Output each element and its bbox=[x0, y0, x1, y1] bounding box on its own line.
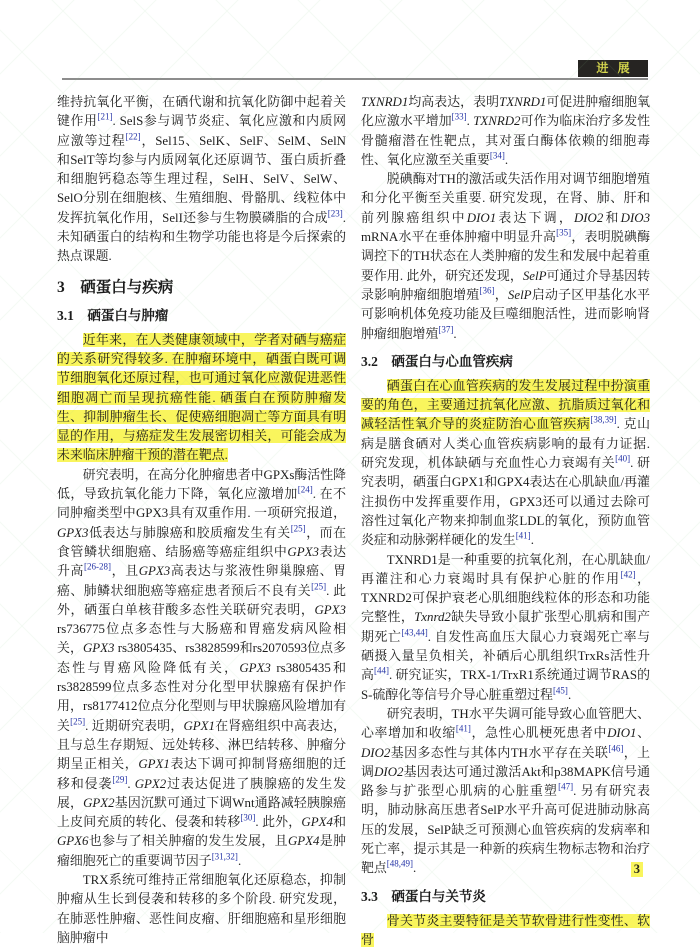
body-paragraph bbox=[57, 331, 346, 466]
text-run: 可通过介导基因转录影响肿瘤细胞增殖 bbox=[361, 268, 651, 302]
text-run: 3.1 硒蛋白与肿瘤 bbox=[57, 307, 169, 323]
citation-link[interactable]: [48,49] bbox=[386, 858, 414, 869]
text-run: 表达升高 bbox=[57, 544, 347, 579]
body-paragraph bbox=[361, 93, 650, 170]
subsection-heading bbox=[361, 888, 650, 906]
text-run: ，TXNRD2可保护衰老心肌细胞线粒体的形态和功能完整性， bbox=[361, 571, 650, 625]
gene-name: DIO1 bbox=[607, 726, 637, 741]
body-paragraph bbox=[361, 170, 650, 344]
text-run: 3.2 硒蛋白与心血管疾病 bbox=[361, 353, 513, 369]
text-run: . 研究证实，TRX-1/TrxR1系统通过调节RAS的S-硫醇化等信号介导心脏重塑过程 bbox=[361, 668, 650, 702]
subsection-heading bbox=[361, 353, 650, 371]
text-run: . 另有研究表明，肺动脉高压患者SelP水平升高可促进肺动脉高压的发展，SelP缺乏可预测心血管疾病的发病率和死亡率，提示其是一种新的疾病生物标志物和治疗靶点 bbox=[361, 784, 650, 876]
text-run: . bbox=[413, 861, 417, 876]
citation-link[interactable]: [35] bbox=[556, 227, 572, 238]
column-left bbox=[57, 93, 346, 950]
citation-link[interactable]: [31,32] bbox=[211, 851, 238, 862]
gene-name: GPX3 bbox=[57, 525, 89, 540]
citation-link[interactable]: [21] bbox=[97, 112, 113, 122]
gene-name: Txnrd2 bbox=[414, 610, 451, 625]
citation-link[interactable]: [33] bbox=[451, 112, 467, 122]
gene-name: GPX3 bbox=[82, 641, 115, 656]
text-run: 基因表达可通过激活Akt和p38MAPK信号通路参与扩张型心肌病的心脏重塑 bbox=[361, 764, 650, 799]
citation-link[interactable]: [26-28] bbox=[84, 561, 112, 572]
text-run: mRNA水平在垂体肿瘤中明显升高 bbox=[361, 230, 557, 245]
body-paragraph bbox=[361, 551, 650, 705]
text-run: ，急性心肌梗死患者中 bbox=[470, 726, 608, 741]
two-column-body bbox=[57, 93, 650, 950]
gene-name: GPX6 bbox=[57, 834, 89, 849]
body-paragraph bbox=[57, 466, 346, 871]
gene-name: GPX3 bbox=[314, 602, 346, 617]
text-run: . SelS参与调节炎症、氧化应激和内质网应激等过程 bbox=[57, 114, 346, 148]
text-run: ，Sel15、SelK、SelF、SelM、SelN和SelT等均参与内质网氧化还原调节、蛋白质折叠和细胞钙稳态等生理过程，SelH、SelV、SelW、SelO分别在细胞核、生殖细胞、骨骼肌、线粒体中发挥抗氧化作用，SelI还参与生物膜磷脂的合成 bbox=[57, 133, 346, 225]
text-run: . 此外， bbox=[255, 815, 302, 830]
citation-link[interactable]: [23] bbox=[327, 208, 343, 219]
citation-link[interactable]: [41] bbox=[515, 530, 531, 541]
citation-link[interactable]: [47] bbox=[558, 781, 574, 792]
text-run: . bbox=[504, 152, 509, 167]
text-run: 也参与了相关肿瘤的发生发展，且 bbox=[88, 834, 288, 849]
gene-name: GPX4 bbox=[287, 834, 320, 849]
section-heading bbox=[57, 278, 346, 298]
gene-name: DIO2 bbox=[573, 210, 604, 225]
citation-link[interactable]: [45] bbox=[552, 685, 568, 696]
text-run: 3 硒蛋白与疾病 bbox=[57, 278, 174, 296]
text-run: . bbox=[466, 114, 474, 129]
citation-link[interactable]: [25] bbox=[70, 716, 86, 727]
text-run: rs3805435和rs3828599位点多态性对分化型甲状腺癌有保护作用，rs8177412位点分化型则与甲状腺癌风险增加有关 bbox=[57, 660, 347, 733]
text-run: . 自发性高血压大鼠心力衰竭死亡率与硒摄入量呈负相关，补硒后心肌组织TrxRs活性升高 bbox=[361, 629, 650, 683]
text-run: . bbox=[127, 776, 135, 791]
text-run: . 未知硒蛋白的结构和生物学功能也将是今后探索的热点课题. bbox=[57, 210, 346, 264]
gene-name: GPX4 bbox=[301, 815, 333, 830]
text-run: 高表达与浆液性卵巢腺癌、胃癌、肺鳞状细胞癌等癌症患者预后不良有关 bbox=[57, 564, 347, 598]
gene-name: DIO2 bbox=[374, 764, 404, 779]
citation-link[interactable]: [44] bbox=[374, 666, 389, 677]
citation-link[interactable]: [24] bbox=[297, 484, 313, 495]
citation-link[interactable]: [46] bbox=[608, 743, 624, 754]
citation-link[interactable]: [30] bbox=[240, 812, 256, 823]
gene-name: TXNRD1 bbox=[499, 95, 547, 109]
text-run: 低表达与肺腺癌和胶质瘤发生有关 bbox=[88, 525, 291, 540]
text-run: ， bbox=[494, 287, 508, 302]
text-run: TXNRD1是一种重要的抗氧化剂，在心肌缺血/再灌注和心力衰竭时具有保护心脏的作用 bbox=[361, 552, 650, 586]
text-run: ，且 bbox=[111, 564, 139, 579]
gene-name: DIO3 bbox=[620, 210, 651, 225]
highlighted-text: 近年来，在人类健康领域中，学者对硒与癌症的关系研究得较多. 在肿瘤环境中，硒蛋白既可调节细胞氧化还原过程，也可通过氧化应激促进恶性细胞凋亡而呈现抗癌性能. 硒蛋白在预防肿瘤发生、抑制肿瘤生长、促使癌细胞凋亡等方面具有明显的作用，与癌症发生发展密切相关，可能会成为未来临床肿瘤干预的潜在靶点. bbox=[57, 332, 346, 463]
text-run: TRX系统可维持正常细胞氧化还原稳态，抑制肿瘤从生长到侵袭和转移的多个阶段. 研究发现，在肺恶性肿瘤、恶性间皮瘤、肝细胞癌和星形细胞脑肿瘤中 bbox=[57, 872, 346, 945]
subsection-heading bbox=[57, 307, 346, 325]
citation-link[interactable]: [25] bbox=[311, 581, 327, 592]
text-run: . bbox=[530, 533, 534, 548]
gene-name: GPX3 bbox=[287, 544, 319, 559]
text-run: 基因多态性与其体内TH水平存在关联 bbox=[390, 745, 609, 760]
gene-name: DIO2 bbox=[361, 745, 391, 760]
citation-link[interactable]: [29] bbox=[112, 774, 128, 785]
text-run: ，表明脱碘酶调控下的TH状态在人类肿瘤的发生和发展中起着重要作用. 此外，研究还发现， bbox=[361, 230, 651, 283]
text-run: 和 bbox=[603, 210, 621, 225]
column-right bbox=[361, 93, 650, 950]
body-paragraph bbox=[361, 705, 650, 879]
text-run: 可促进肿瘤细胞氧化应激水平增加 bbox=[361, 95, 651, 129]
highlighted-text: 骨关节炎主要特征是关节软骨进行性变性、软骨 bbox=[361, 913, 650, 947]
text-run: 缺失导致小鼠扩张型心肌病和围产期死亡 bbox=[361, 610, 651, 644]
gene-name: TXNRD2 bbox=[473, 114, 521, 129]
citation-link[interactable]: [25] bbox=[290, 523, 306, 534]
citation-link[interactable]: [37] bbox=[438, 324, 454, 335]
citation-link[interactable]: [34] bbox=[489, 150, 505, 161]
section-badge: 进 展 bbox=[578, 60, 648, 77]
text-run: 、 bbox=[636, 726, 651, 741]
text-run: . bbox=[453, 326, 457, 341]
text-run: . 在不同肿瘤类型中GPX3具有双重作用. 一项研究报道， bbox=[57, 487, 346, 521]
citation-link[interactable]: [36] bbox=[479, 285, 495, 296]
text-run: 和 bbox=[332, 815, 347, 830]
body-paragraph bbox=[57, 871, 346, 948]
text-run: 表达下调， bbox=[496, 210, 574, 225]
text-run: 维持抗氧化平衡，在硒代谢和抗氧化防御中起着关键作用 bbox=[57, 95, 346, 129]
highlighted-text: 硒蛋白在心血管疾病的发生发展过程中扮演重要的角色，主要通过抗氧化应激、抗脂质过氧化和减轻活性氧介导的炎症防治心血管疾病 bbox=[361, 378, 650, 432]
text-run: 在肾癌组织中高表达，且与总生存期短、远处转移、淋巴结转移、肿瘤分期呈正相关， bbox=[57, 718, 347, 772]
text-run: 均高表达，表明 bbox=[408, 95, 500, 109]
text-run: ，而在食管鳞状细胞癌、结肠癌等癌症组织中 bbox=[57, 525, 347, 559]
text-run: . 克山病是膳食硒对人类心血管疾病影响的最有力证据. 研究发现，机体缺硒与充血性心力衰竭有关 bbox=[361, 417, 651, 471]
page-number: 3 bbox=[631, 862, 643, 877]
text-run: 可作为临床治疗多发性骨髓瘤潜在性靶点，其对蛋白酶体依赖的细胞毒性、氧化应激至关重要 bbox=[361, 114, 650, 167]
body-paragraph bbox=[57, 93, 346, 267]
text-run: rs3805435、rs3828599和rs2070593位点多态性与胃癌风险降低有关， bbox=[57, 641, 346, 675]
gene-name: GPX3 bbox=[138, 564, 171, 579]
gene-name: SelP bbox=[507, 287, 532, 302]
text-run: . bbox=[237, 853, 242, 868]
citation-link[interactable]: [41] bbox=[455, 723, 471, 734]
gene-name: DIO1 bbox=[466, 210, 497, 225]
citation-link[interactable]: [43,44] bbox=[401, 627, 428, 638]
text-run: 基因沉默可通过下调Wnt通路减轻胰腺癌上皮间充质的转化、侵袭和转移 bbox=[57, 795, 346, 830]
citation-link[interactable]: [40] bbox=[615, 453, 631, 464]
citation-link[interactable]: [22] bbox=[125, 131, 141, 142]
text-run: 是肿瘤细胞死亡的重要调节因子 bbox=[57, 834, 347, 868]
gene-name: GPX3 bbox=[239, 660, 271, 675]
body-paragraph bbox=[361, 377, 650, 551]
header-rule bbox=[62, 78, 648, 80]
text-run: 启动子区甲基化水平可影响机体免疫功能及巨噬细胞活性，进而影响肾肿瘤细胞增殖 bbox=[361, 287, 651, 341]
text-run: . 研究表明，硒蛋白GPX1和GPX4表达在心肌缺血/再灌注损伤中发挥重要作用，GPX3还可以通过去除可溶性过氧化产物来抑制血浆LDL的氧化，预防血管炎症和动脉粥样硬化的发生 bbox=[361, 456, 650, 548]
text-run: 研究表明，TH水平失调可能导致心血管肥大、心率增加和收缩 bbox=[361, 706, 650, 741]
text-run: ，上调 bbox=[361, 745, 650, 779]
text-run: 表达下调可抑制肾癌细胞的迁移和侵袭 bbox=[57, 757, 347, 791]
gene-name: TXNRD1 bbox=[361, 95, 409, 109]
gene-name: GPX1 bbox=[183, 718, 215, 733]
citation-link[interactable]: [42] bbox=[620, 569, 636, 580]
text-run: . 近期研究表明， bbox=[85, 718, 184, 733]
gene-name: GPX2 bbox=[83, 795, 115, 810]
text-run: . bbox=[567, 687, 572, 702]
text-run: 3.3 硒蛋白与关节炎 bbox=[361, 888, 486, 904]
gene-name: GPX1 bbox=[138, 757, 170, 772]
text-run: . 此外，硒蛋白单核苷酸多态性关联研究表明， bbox=[57, 583, 346, 617]
gene-name: GPX2 bbox=[134, 776, 167, 791]
text-run: 研究表明，在高分化肿瘤患者中GPXs酶活性降低，导致抗氧化能力下降，氧化应激增加 bbox=[57, 467, 346, 502]
gene-name: SelP bbox=[522, 268, 547, 283]
text-run: 过表达促进了胰腺癌的发生发展， bbox=[57, 776, 347, 810]
body-paragraph bbox=[361, 912, 650, 950]
citation-link[interactable]: [38,39] bbox=[590, 415, 617, 426]
text-run: 脱碘酶对TH的激活或失活作用对调节细胞增殖和分化平衡至关重要. 研究发现，在肾、肺、肝和前列腺癌组织中 bbox=[361, 172, 650, 225]
text-run: rs736775位点多态性与大肠癌和胃癌发病风险相关， bbox=[57, 622, 346, 656]
